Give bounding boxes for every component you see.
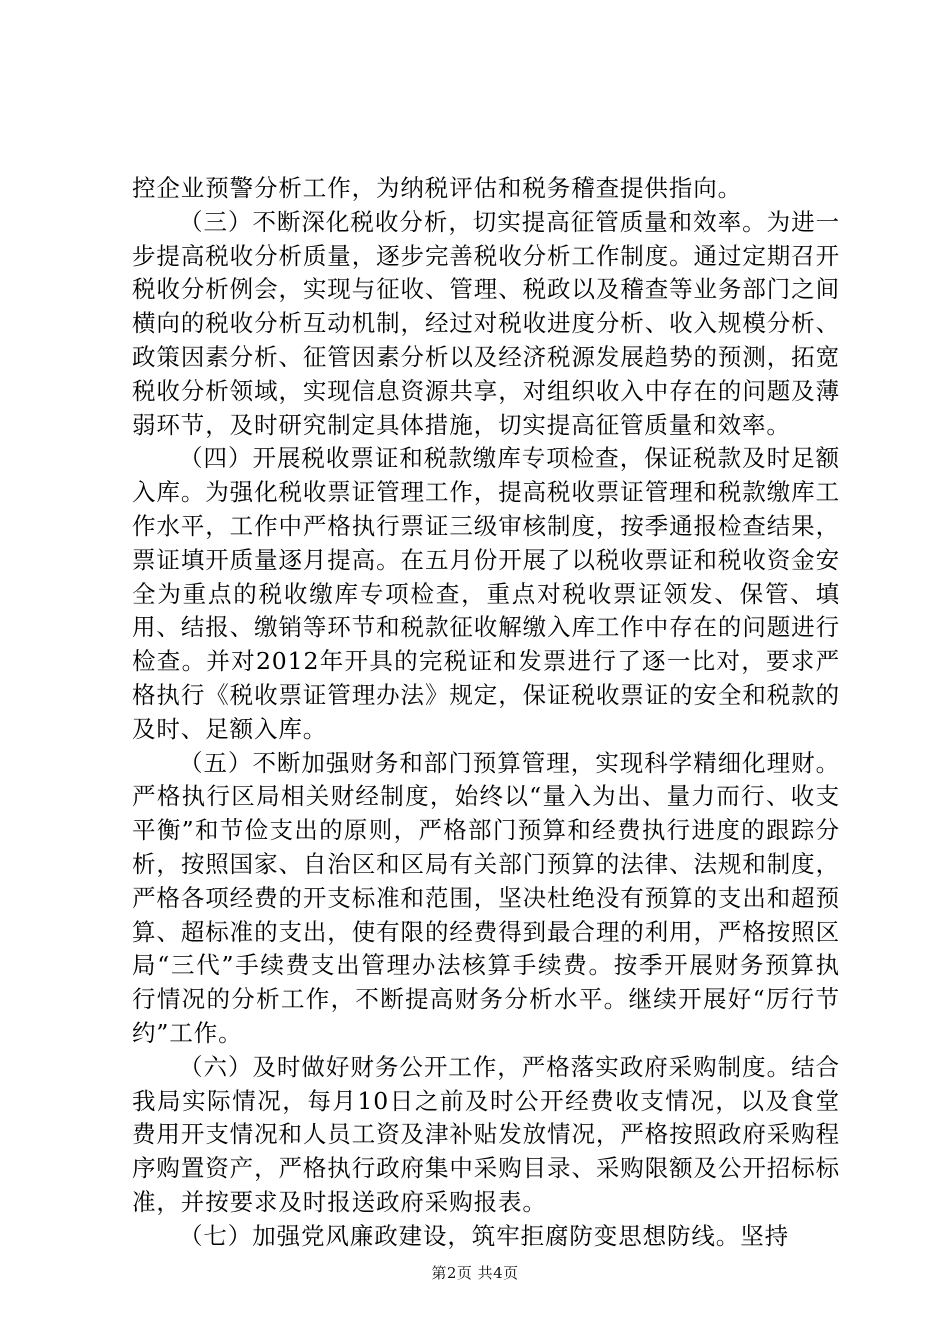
paragraph-section-5: （五）不断加强财务和部门预算管理，实现科学精细化理财。严格执行区局相关财经制度，始终以“量入为出、量力而行、收支平衡”和节俭支出的原则，严格部门预算和经费执行进度的跟踪分析，按照国家、自治区和区局有关部门预算的法律、法规和制度，严格各项经费的开支标准和范围，坚决杜绝没有预算的支出和超预算、超标准的支出，使有限的经费得到最合理的利用，严格按照区局“三代”手续费支出管理办法核算手续费。按季开展财务预算执行情况的分析工作，不断提高财务分析水平。继续开展好“厉行节约”工作。 [132,748,840,1047]
paragraph-section-6: （六）及时做好财务公开工作，严格落实政府采购制度。结合我局实际情况，每月10日之前及时公开经费收支情况，以及食堂费用开支情况和人员工资及津补贴发放情况，严格按照政府采购程序购置资产，严格执行政府集中采购目录、采购限额及公开招标标准，并按要求及时报送政府采购报表。 [132,1052,840,1216]
paragraph-section-7: （七）加强党风廉政建设，筑牢拒腐防变思想防线。坚持 [179,1221,789,1250]
document-body [132,172,840,1254]
paragraph-continuation: 控企业预警分析工作，为纳税评估和税务稽查提供指向。 [132,174,742,202]
paragraph-section-3: （三）不断深化税收分析，切实提高征管质量和效率。为进一步提高税收分析质量，逐步完善税收分析工作制度。通过定期召开税收分析例会，实现与征收、管理、税政以及稽查等业务部门之间横向的税收分析互动机制，经过对税收进度分析、收入规模分析、政策因素分析、征管因素分析以及经济税源发展趋势的预测，拓宽税收分析领域，实现信息资源共享，对组织收入中存在的问题及薄弱环节，及时研究制定具体措施，切实提高征管质量和效率。 [132,207,840,439]
paragraph-section-4: （四）开展税收票证和税款缴库专项检查，保证税款及时足额入库。为强化税收票证管理工作，提高税收票证管理和税款缴库工作水平，工作中严格执行票证三级审核制度，按季通报检查结果，票证填开质量逐月提高。在五月份开展了以税收票证和税收资金安全为重点的税收缴库专项检查，重点对税收票证领发、保管、填用、结报、缴销等环节和税款征收解缴入库工作中存在的问题进行检查。并对2012年开具的完税证和发票进行了逐一比对，要求严格执行《税收票证管理办法》规定，保证税收票证的安全和税款的及时、足额入库。 [132,444,840,743]
page-number-footer: 第2页 共4页 [431,1264,519,1282]
